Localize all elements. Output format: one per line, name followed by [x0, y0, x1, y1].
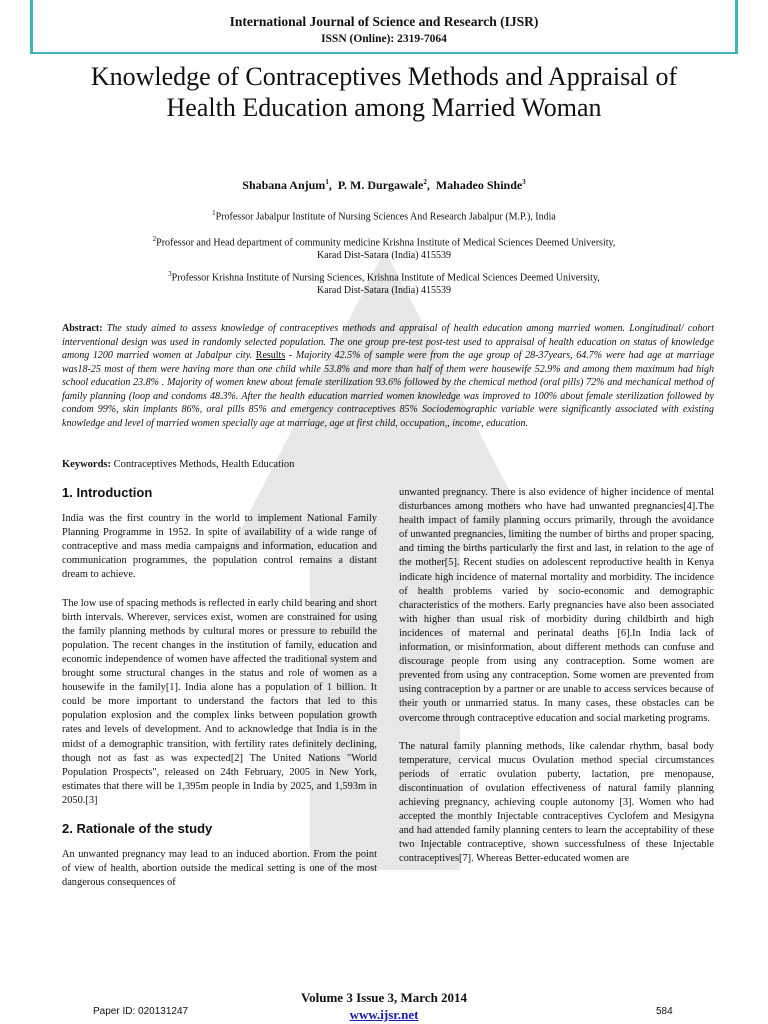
paragraph: India was the first country in the world to implement National Family Planning Programme in 1952. In spite of availability of a wide range of contraceptive and mass media campaigns and information, education and communication programmes, the population control remains a distant dream to achieve.: [62, 513, 377, 581]
header-divider: [30, 52, 738, 54]
abstract: [62, 322, 714, 430]
journal-website-link[interactable]: www.ijsr.net: [349, 1007, 419, 1022]
paper-id: Paper ID: 020131247: [93, 1006, 189, 1017]
abstract-text-results: - Majority 42.5% of sample were from the age group of 28-37years, 64.7% were had age at marriage was18-25 most of them were having more than one child while 53.8% and more than half of them were housewife 52.9% and among them maximum had high school education 23.8% . Majority of women knew about female sterilization 93.6% followed by the chemical method (oral pills) 72% and mechanical method of family planning (loop and condoms 48.3%. After the health education married women knowledge was improved to 100% about female sterilization followed by condom 99%, skin implants 86%, oral pills 85% and emergency contraceptives 85% Sociodemographic variable were significantly associated with existing knowledge and level of married women specially age at marriage, age at first child, occupation,, income, education.: [62, 350, 715, 429]
keywords-text: Contraceptives Methods, Health Education: [113, 459, 295, 470]
author-name: P. M. Durgawale: [337, 178, 424, 192]
abstract-results-label: Results: [255, 350, 286, 361]
author-name: Mahadeo Shinde: [435, 178, 523, 192]
affiliation-line: Professor Krishna Institute of Nursing Sciences, Krishna Institute of Medical Sciences Deemed University,: [171, 272, 600, 284]
section-heading-introduction: 1. Introduction: [62, 485, 153, 500]
affiliation: [100, 268, 668, 297]
affiliation-sup: 1: [212, 209, 216, 217]
affiliation: [100, 233, 668, 262]
section-heading-rationale: 2. Rationale of the study: [62, 820, 213, 836]
paper-title: Knowledge of Contraceptives Methods and Appraisal of Health Education among Married Woman: [90, 62, 678, 122]
author-sup: 1: [325, 178, 329, 186]
author-sup: 2: [423, 178, 427, 186]
keywords-label: Keywords:: [62, 459, 111, 470]
journal-issn: ISSN (Online): 2319-7064: [321, 33, 447, 45]
affiliation-line: Professor Jabalpur Institute of Nursing Sciences And Research Jabalpur (M.P.), India: [215, 211, 556, 223]
affiliation-line: Professor and Head department of community medicine Krishna Institute of Medical Sciences Deemed University,: [156, 237, 616, 249]
paragraph: An unwanted pregnancy may lead to an induced abortion. From the point of view of health, abortion outside the medical setting is one of the most dangerous consequences of: [62, 849, 377, 889]
affiliation-line: Karad Dist-Satara (India) 415539: [316, 249, 452, 261]
affiliation-sup: 3: [168, 270, 172, 278]
affiliation-line: Karad Dist-Satara (India) 415539: [316, 284, 452, 296]
page-number: 584: [656, 1006, 673, 1017]
affiliation: [100, 207, 668, 224]
footer-volume: Volume 3 Issue 3, March 2014: [300, 990, 468, 1005]
abstract-text: The study aimed to assess knowledge of contraceptives methods and appraisal of health education among married women. Longitudinal/ cohort interventional design was used in randomly selected population. The one group pre-test post-test used to appraisal of health education on status of knowledge among 1200 married women at Jabalpur city.: [62, 323, 714, 361]
affiliation-sup: 2: [152, 235, 157, 243]
author-list: Shabana Anjum$^1$, P. M. Durgawale$^2$, Mahadeo Shinde$^3$: [242, 178, 526, 192]
author-sup: 3: [522, 178, 526, 186]
paragraph: The low use of spacing methods is reflected in early child bearing and short birth intervals. Wherever, services exist, women are constrained for using the family planning methods by cultural mores or pressure to rebuild the population. The recent changes in the institution of family, education and economic independence of women have affected the traditional system and brought some structural changes in the status and role of women as a housewife in the family[1]. India alone has a population of 1 billion. It could be more important to understand the factors that led to this population explosion and the complex links between population growth rates and levels of development. And to acknowledge that India is in the midst of a demographic transition, with fertility rates definitely declining, though not as fast as was expected[2] The United Nations "World Population Prospects", released on 24th February, 2005 in New York, estimates that there will be 1,395m people in India by 2025, and 1,593m in 2050.[3]: [62, 597, 377, 806]
paragraph: unwanted pregnancy. There is also evidence of higher incidence of mental disturbances among mothers who have had unwanted pregnancies[4].The health impact of family planning occurs primarily, through the avoidance of unwanted pregnancies, limiting the number of births and proper spacing, and timing the births particularly the first and last, in relation to the age of the mother[5]. Recent studies on adolescent reproductive health in Kenya indicate high incidence of maternal mortality and morbidity. The incidence of health problems varied by socio-economic and demographic characteristics of the mothers. Early pregnancies have also been associated with higher than usual risk of morbidity during childbirth and high incidences of maternal and perinatal deaths [6].In India lack of information, or misinformation, about different methods can confuse and discourage people from using any contraception. Some women are prevented from using any contraception. Some women are prevented from using contraception by a partner or are unable to access services because of their youth or unmarried status. In many cases, these obstacles can be overcome through contraceptive education and social marketing programs.: [399, 487, 714, 724]
left-column: [62, 486, 377, 904]
author-name: Shabana Anjum: [242, 178, 326, 192]
paragraph: The natural family planning methods, like calendar rhythm, basal body temperature, cervical mucus Ovulation method special circumstances periods of erratic ovulation puberty, lactation, pre menopause, discontinuation of ovulation effectiveness of natural family planning achieving pregnancy, achieving couple autonomy [3]. Women who had accepted the monthly Injectable contraceptives Cyclofem and Mesigyna and had attended family planning centers to learn the acceptability of these two Injectable contraceptive, shown successfulness of these Injectable contraceptives[7]. Whereas Better-educated women are: [399, 740, 714, 865]
journal-name: International Journal of Science and Research (IJSR): [229, 14, 539, 29]
abstract-label: Abstract:: [62, 323, 103, 334]
keywords: [62, 459, 714, 470]
right-column: [399, 486, 714, 880]
